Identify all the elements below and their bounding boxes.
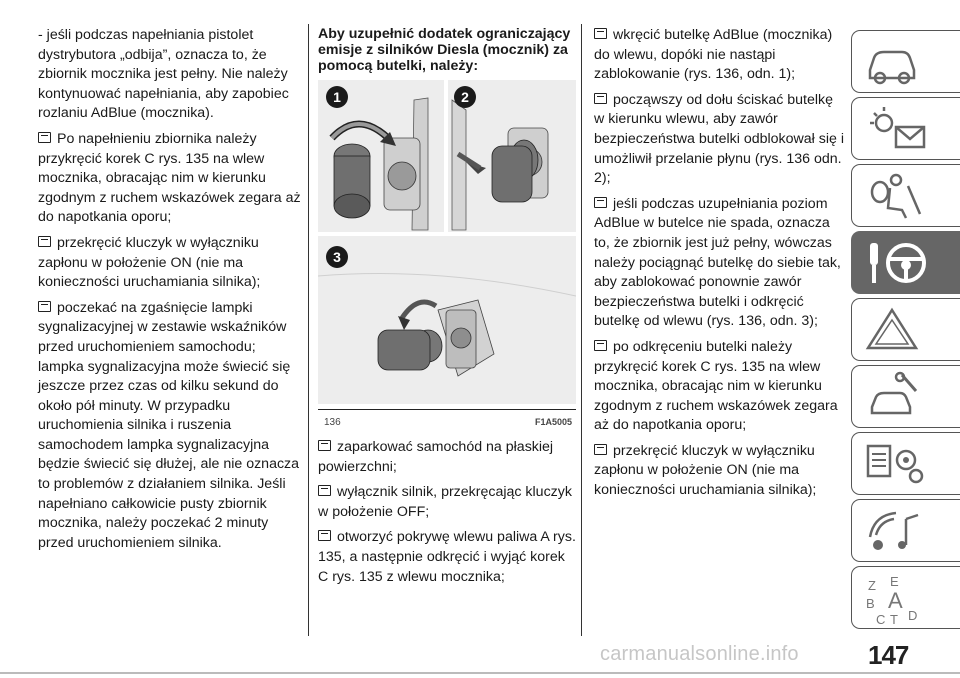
warning-triangle-icon [862, 304, 932, 356]
alphabetical-index-icon [862, 572, 942, 628]
figure-caption [318, 409, 576, 428]
panel-label-1: 1 [326, 86, 348, 108]
tab-specifications[interactable] [851, 432, 960, 495]
checkbox-bullet-icon [594, 197, 607, 208]
warning-lights-icon [862, 103, 932, 155]
tab-starting-driving[interactable] [851, 231, 960, 294]
step-item: wyłącznik silnik, przekręcając kluczyk w położenie OFF; [318, 484, 572, 520]
tab-multimedia[interactable] [851, 499, 960, 562]
text-column-2 [318, 26, 576, 593]
index-letter: C [876, 612, 886, 627]
checkbox-bullet-icon [38, 301, 51, 312]
checkbox-bullet-icon [318, 485, 331, 496]
checkbox-bullet-icon [318, 440, 331, 451]
index-letter: B [866, 596, 875, 611]
column-divider [308, 24, 309, 636]
index-letter: T [890, 612, 898, 627]
step-item: Po napełnieniu zbiornika należy przykręcić korek C rys. 135 na wlew mocznika, obracając nim w kierunku zgodnym z ruchem wskazówek zegara aż do napotkania oporu; [38, 130, 301, 226]
text-column-3 [594, 26, 846, 507]
figure-number: 136 [324, 417, 341, 428]
text-column-1 [38, 26, 304, 559]
index-letter: D [908, 608, 918, 623]
seat-airbag-icon [862, 170, 932, 222]
section-heading: Aby uzupełnić dodatek ograniczający emisje z silników Diesla (mocznik) za pomocą butelki, należy: [318, 26, 571, 74]
checkbox-bullet-icon [594, 93, 607, 104]
multimedia-icon [862, 505, 932, 557]
tab-safety[interactable] [851, 164, 960, 227]
checkbox-bullet-icon [594, 444, 607, 455]
figure-panel-3 [318, 236, 576, 404]
tab-maintenance[interactable] [851, 365, 960, 428]
bottom-rule [0, 672, 960, 674]
index-letter: A [888, 588, 903, 613]
intro-paragraph: - jeśli podczas napełniania pistolet dystrybutora „odbija”, oznacza to, że zbiornik mocznika jest pełny. Nie należy kontynuować napełniania, aby zapobiec rozlaniu AdBlue (mocznika). [38, 27, 289, 122]
step-item: zaparkować samochód na płaskiej powierzchni; [318, 439, 554, 475]
watermark: carmanualsonline.info [600, 643, 799, 665]
step-item: począwszy od dołu ściskać butelkę w kierunku wlewu, aby zawór bezpieczeństwa butelki odblokował się i umożliwił przelanie płynu (rys. 136 odn. 2); [594, 91, 844, 187]
car-icon [862, 36, 922, 88]
step-item: wkręcić butelkę AdBlue (mocznika) do wlewu, dopóki nie nastąpi zablokowanie (rys. 136, odn. 1); [594, 27, 833, 83]
checkbox-bullet-icon [594, 340, 607, 351]
index-letter: E [890, 574, 899, 589]
panel-label-3: 3 [326, 246, 348, 268]
bottle-unscrew-illustration [318, 236, 576, 404]
wrench-car-icon [862, 371, 932, 423]
spec-gears-icon [862, 438, 932, 490]
figure-136 [318, 80, 576, 428]
step-item: po odkręceniu butelki należy przykręcić korek C rys. 135 na wlew mocznika, obracając nim w kierunku zgodnym z ruchem wskazówek zegara aż do napotkania oporu; [594, 338, 838, 434]
tab-emergency[interactable] [851, 298, 960, 361]
figure-panel-2 [448, 80, 576, 232]
step-item: przekręcić kluczyk w wyłączniku zapłonu w położenie ON (nie ma konieczności uruchamiania silnika); [38, 234, 261, 291]
tab-index[interactable] [851, 566, 960, 629]
step-item: jeśli podczas uzupełniania poziom AdBlue w butelce nie spada, oznacza to, że zbiornik jest już pełny, wówczas należy pociągnąć butelkę do siebie tak, aby zablokować ponownie zawór bezpieczeństwa butelki i odkręcić butelkę od wlewu (rys. 136, odn. 3); [594, 195, 841, 330]
tab-car[interactable] [851, 30, 960, 93]
page-number: 147 [868, 640, 909, 670]
tab-warning-lights[interactable] [851, 97, 960, 160]
checkbox-bullet-icon [594, 28, 607, 39]
column-divider [581, 24, 582, 636]
step-item: poczekać na zgaśnięcie lampki sygnalizacyjnej w zestawie wskaźników przed uruchomieniem samochodu; lampka sygnalizacyjna może świecić się jeszcze przez czas od kilku sekund do około pół minuty. W przypadku uruchomienia silnika i ruszenia samochodem lampka sygnalizacyjna będzie świecić się dłużej, ale nie oznacza to problemów z działaniem silnika. Jeśli napełniano całkowicie pusty zbiornik mocznika, należy poczekać 2 minuty przed uruchomieniem silnika. [38, 299, 300, 551]
checkbox-bullet-icon [38, 132, 51, 143]
checkbox-bullet-icon [318, 530, 331, 541]
index-letter: Z [868, 578, 876, 593]
figure-code: F1A5005 [534, 417, 572, 427]
checkbox-bullet-icon [38, 236, 51, 247]
key-steering-wheel-icon [862, 237, 932, 289]
figure-panel-1 [318, 80, 444, 232]
panel-label-2: 2 [454, 86, 476, 108]
step-item: otworzyć pokrywę wlewu paliwa A rys. 135, a następnie odkręcić i wyjąć korek C rys. 135 z wlewu mocznika; [318, 529, 576, 585]
step-item: przekręcić kluczyk w wyłączniku zapłonu w położenie ON (nie ma konieczności uruchamiania silnika); [594, 442, 817, 499]
